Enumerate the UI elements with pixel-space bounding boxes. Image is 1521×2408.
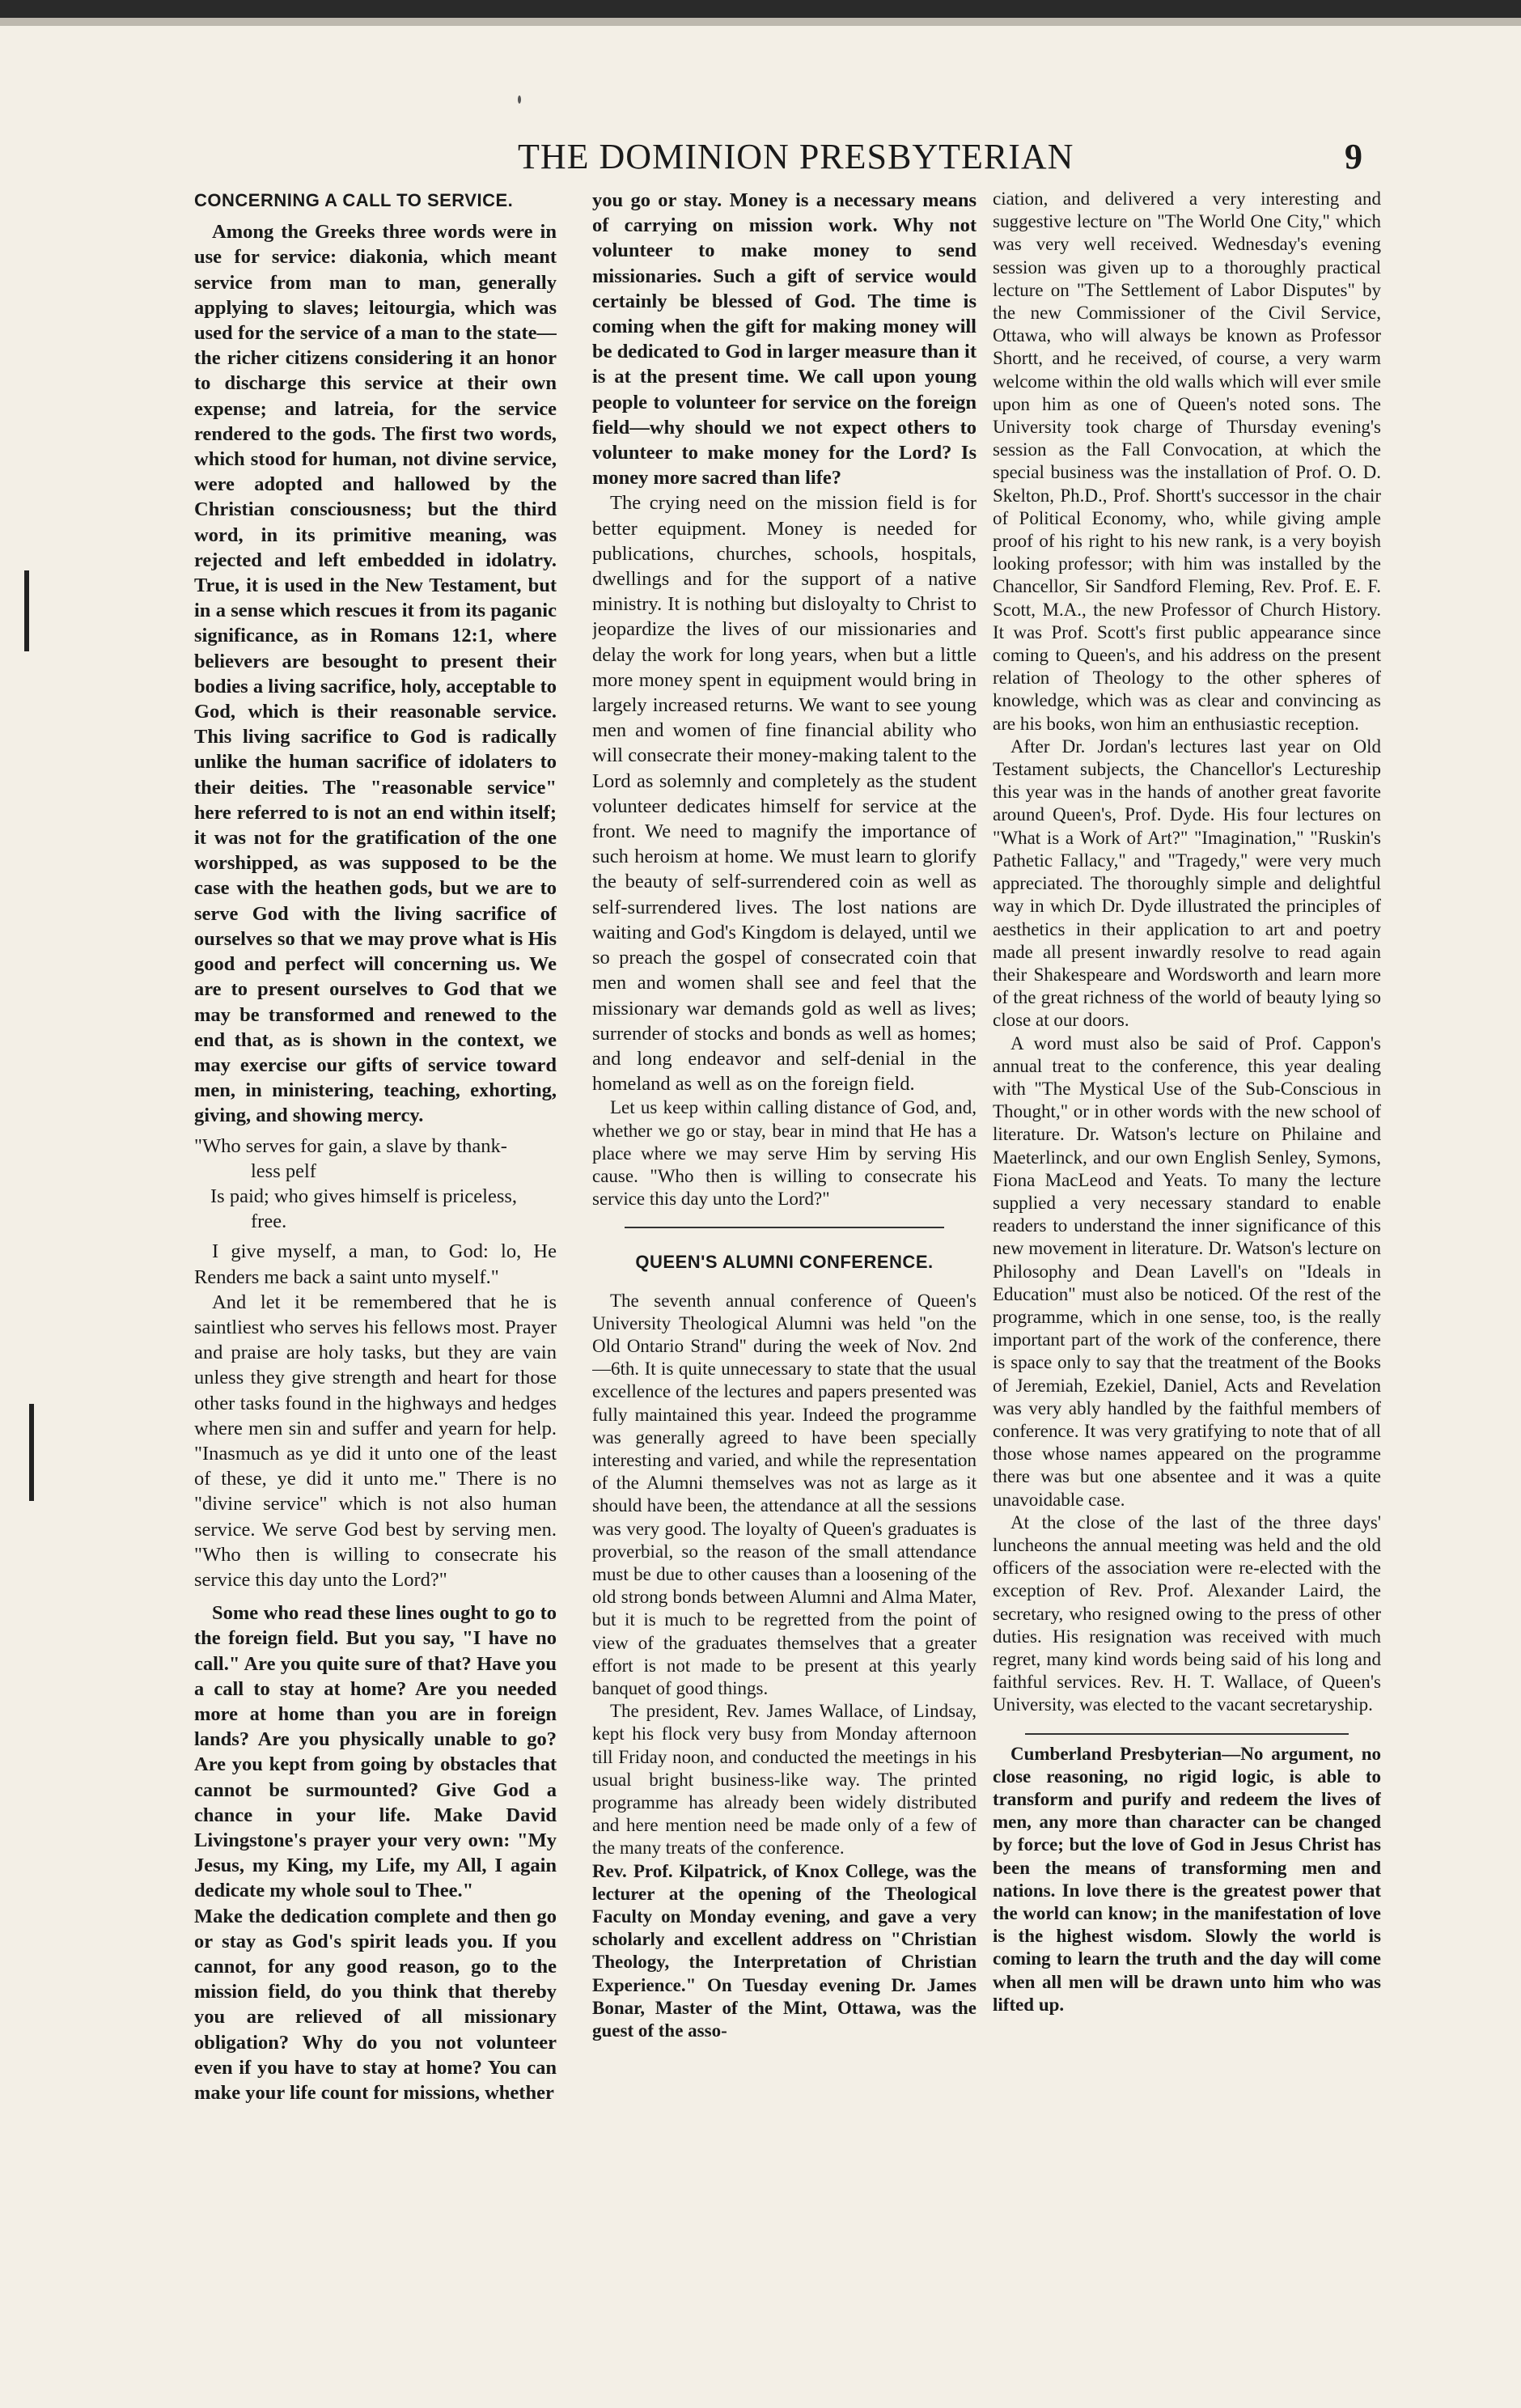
scan-top-edge: [0, 0, 1521, 18]
margin-mark-2: [29, 1404, 34, 1501]
article-paragraph-cumberland: Cumberland Presbyterian—No argument, no close reasoning, no rigid logic, is able to transform and purify and redeem the lives of men, any more than character can be changed by force; but the love of God in Jesus Christ has been the means of transforming men and nations. In love there is the greatest power that the world can know; in the manifestation of love is the highest wisdom. Slowly the world is coming to learn the truth and the day will come when all men will be drawn unto him who was lifted up.: [993, 1743, 1381, 2015]
article-paragraph: Some who read these lines ought to go to the foreign field. But you say, "I have no call." Are you quite sure of that? Have you a call to stay at home? Are you needed more at home than you are in foreign lands? Are you physically unable to go? Are you kept from going by obstacles that cannot be surmounted? Give God a chance in your life. Make David Livingstone's prayer your very own: "My Jesus, my King, my Life, my All, I again dedicate my whole soul to Thee.": [194, 1602, 557, 1902]
poem-line: "Who serves for gain, a slave by thank-: [194, 1134, 507, 1157]
article-paragraph: Let us keep within calling distance of God, and, whether we go or stay, bear in mind that He has a place where we may serve Him by serving His cause. "Who then is willing to consecrate his service this day unto the Lord?": [592, 1097, 977, 1210]
publication-title: THE DOMINION PRESBYTERIAN: [518, 137, 1074, 176]
article-paragraph: Rev. Prof. Kilpatrick, of Knox College, was the lecturer at the opening of the Theological Faculty on Monday evening, and gave a very scholarly and excellent address on "Christian Theology, the Interpretation of Christian Experience." On Tuesday evening Dr. James Bonar, Master of the Mint, Ottawa, was the guest of the asso-: [592, 1860, 977, 2041]
article-paragraph: A word must also be said of Prof. Cappon's annual treat to the conference, this year dealing with "The Mystical Use of the Sub-Conscious in Thought," or in other words with the new school of literature. Dr. Watson's lecture on Philaine and Maeterlinck, and our own English Senley, Symons, Fiona MacLeod and Yeats. To many the lecture supplied a very necessary standard to enable readers to understand the inner significance of this new movement in literature. Dr. Watson's lecture on Philosophy and Dean Lavell's on "Ideals in Education" must also be noticed. Of the rest of the programme, which in one sense, too, is the really important part of the work of the conference, there is space only to say that the treatment of the Books of Jeremiah, Ezekiel, Daniel, Acts and Revelation was very ably handled by the faithful members of conference. It was very gratifying to note that of all those whose names appeared on the programme there was but one absentee and it was a quite unavoidable case.: [993, 1032, 1381, 1510]
article-paragraph: The seventh annual conference of Queen's University Theological Alumni was held "on the Old Ontario Strand" during the week of Nov. 2nd—6th. It is quite unnecessary to state that the usual excellence of the lectures and papers presented was fully maintained this year. Indeed the programme was generally agreed to have been specially interesting and varied, and while the representation of the Alumni themselves was not as large as it should have been, the attendance at all the sessions was very good. The loyalty of Queen's graduates is proverbial, so the reason of the small attendance must be due to other causes than a loosening of the old strong bonds between Alumni and Alma Mater, but it is much to be regretted from the point of view of the graduates themselves that a greater effort is not made to be present at this yearly banquet of good things.: [592, 1290, 977, 1698]
poem-line: free.: [251, 1210, 287, 1233]
scan-speck: [518, 95, 521, 104]
divider: [1025, 1733, 1349, 1735]
poem-line: Is paid; who gives himself is priceless,: [210, 1185, 518, 1207]
article-heading-alumni-conference: QUEEN'S ALUMNI CONFERENCE.: [635, 1252, 934, 1273]
article-paragraph: And let it be remembered that he is saintliest who serves his fellows most. Prayer and praise are holy tasks, but they are vain unless they give strength and heart for those other tasks found in the highways and hedges where men sin and suffer and yearn for help. "Inasmuch as ye did it unto one of the least of these, ye did it unto me." There is no "divine service" which is not also human service. We serve God best by serving men. "Who then is willing to consecrate his service this day unto the Lord?": [194, 1291, 557, 1591]
page-number: 9: [1345, 137, 1362, 176]
article-paragraph: I give myself, a man, to God: lo, He Renders me back a saint unto myself.": [194, 1240, 557, 1288]
article-paragraph: The crying need on the mission field is for better equipment. Money is needed for publications, churches, schools, hospitals, dwellings and for the support of a native ministry. It is nothing but disloyalty to Christ to jeopardize the lives of our missionaries and delay the work for long years, when but a little more money spent in equipment would bring in largely increased returns. We want to see young men and women of fine financial ability who will consecrate their money-making talent to the Lord as solemnly and completely as the student volunteer dedicates himself for service at the front. We need to magnify the importance of such heroism at home. We must learn to glorify the beauty of self-surrendered coin as well as self-surrendered lives. The lost nations are waiting and God's Kingdom is delayed, until we so preach the gospel of consecrated coin that men and women shall see and feel that the missionary war demands gold as well as lives; surrender of stocks and bonds as well as homes; and long endeavor and self-denial in the homeland as well as on the foreign field.: [592, 492, 977, 1096]
article-paragraph: The president, Rev. James Wallace, of Lindsay, kept his flock very busy from Monday afternoon till Friday noon, and conducted the meetings in his usual bright business-like way. The printed programme has already been widely distributed and here mention need be made only of a few of the many treats of the conference.: [592, 1701, 977, 1859]
article-paragraph: At the close of the last of the three days' luncheons the annual meeting was held and the old officers of the association were re-elected with the exception of Rev. Prof. Alexander Laird, the secretary, who resigned owing to the press of other duties. His resignation was received with much regret, many kind words being said of his long and faithful services. Rev. H. T. Wallace, of Queen's University, was elected to the vacant secretaryship.: [993, 1511, 1381, 1715]
column-3: [993, 188, 1381, 2251]
article-paragraph: Make the dedication complete and then go or stay as God's spirit leads you. If you cannot, for any good reason, go to the mission field, do you think that thereby you are relieved of all missionary obligation? Why do you not volunteer even if you have to stay at home? You can make your life count for missions, whether: [194, 1905, 557, 2105]
masthead: [0, 136, 1521, 184]
column-1: [194, 188, 557, 2316]
scan-top-edge-shadow: [0, 18, 1521, 26]
divider: [625, 1227, 944, 1228]
margin-mark-1: [24, 570, 29, 651]
article-heading-call-to-service: CONCERNING A CALL TO SERVICE.: [194, 190, 514, 210]
article-paragraph: After Dr. Jordan's lectures last year on Old Testament subjects, the Chancellor's Lectureship this year was in the hands of another great favorite around Queen's, Prof. Dyde. His four lectures on "What is a Work of Art?" "Imagination," "Ruskin's Pathetic Fallacy," and "Tragedy," were very much appreciated. The thoroughly simple and delightful way in which Dr. Dyde illustrated the principles of aesthetics in their application to art and poetry made all present inwardly resolve to read again their Shakespeare and Wordsworth and learn more of the great richness of the world of beauty lying so close at our doors.: [993, 736, 1381, 1031]
article-paragraph: Among the Greeks three words were in use for service: diakonia, which meant service from man to man, generally applying to slaves; leitourgia, which was used for the service of a man to the state—the richer citizens considering it an honor to discharge this service at their own expense; and latreia, for the service rendered to the gods. The first two words, which stood for human, not divine service, were adopted and hallowed by the Christian consciousness; but the third word, in its primitive meaning, was rejected and left embedded in idolatry. True, it is used in the New Testament, but in a sense which rescues it from its paganic significance, as in Romans 12:1, where believers are besought to present their bodies a living sacrifice, holy, acceptable to God, which is their reasonable service. This living sacrifice to God is radically unlike the human sacrifice of idolaters to their deities. The "reasonable service" here referred to is not an end within itself; it was not for the gratification of the one worshipped, as was supposed to be the case with the heathen gods, but we are to serve God with the living sacrifice of ourselves so that we may prove what is His good and perfect will concerning us. We are to present ourselves to God that we may be transformed and renewed to the end that, as is shown in the context, we may exercise our gifts of service toward men, in ministering, teaching, exhorting, giving, and showing mercy.: [194, 221, 557, 1127]
column-2: [592, 188, 977, 2291]
poem-line: less pelf: [251, 1159, 316, 1182]
article-paragraph: ciation, and delivered a very interesting and suggestive lecture on "The World One City," which was very well received. Wednesday's evening session was given up to a thoroughly practical lecture on "The Settlement of Labor Disputes" by the new Commissioner of the Civil Service, Ottawa, who will always be known as Professor Shortt, and he received, of course, a very warm welcome within the old walls which will ever smile upon him as one of Queen's noted sons. The University took charge of Thursday evening's session as the Fall Convocation, at which the special business was the installation of Prof. O. D. Skelton, Ph.D., Prof. Shortt's successor in the chair of Political Economy, who, while giving ample proof of his right to his new rank, is a very boyish looking professor; with him was installed by the Chancellor, Sir Sandford Fleming, Rev. Prof. E. F. Scott, M.A., the new Professor of Church History. It was Prof. Scott's first public appearance since coming to Queen's, and his address on the present relation of Theology to the other spheres of knowledge, which was as clear and convincing as are his books, won him an enthusiastic reception.: [993, 189, 1381, 734]
poem-quote: [194, 1134, 557, 1235]
article-paragraph: you go or stay. Money is a necessary means of carrying on mission work. Why not volunteer to make money to send missionaries. Such a gift of service would certainly be blessed of God. The time is coming when the gift for making money will be dedicated to God in larger measure than it is at the present time. We call upon young people to volunteer for service on the foreign field—why should we not expect others to volunteer to make money for the Lord? Is money more sacred than life?: [592, 189, 977, 490]
